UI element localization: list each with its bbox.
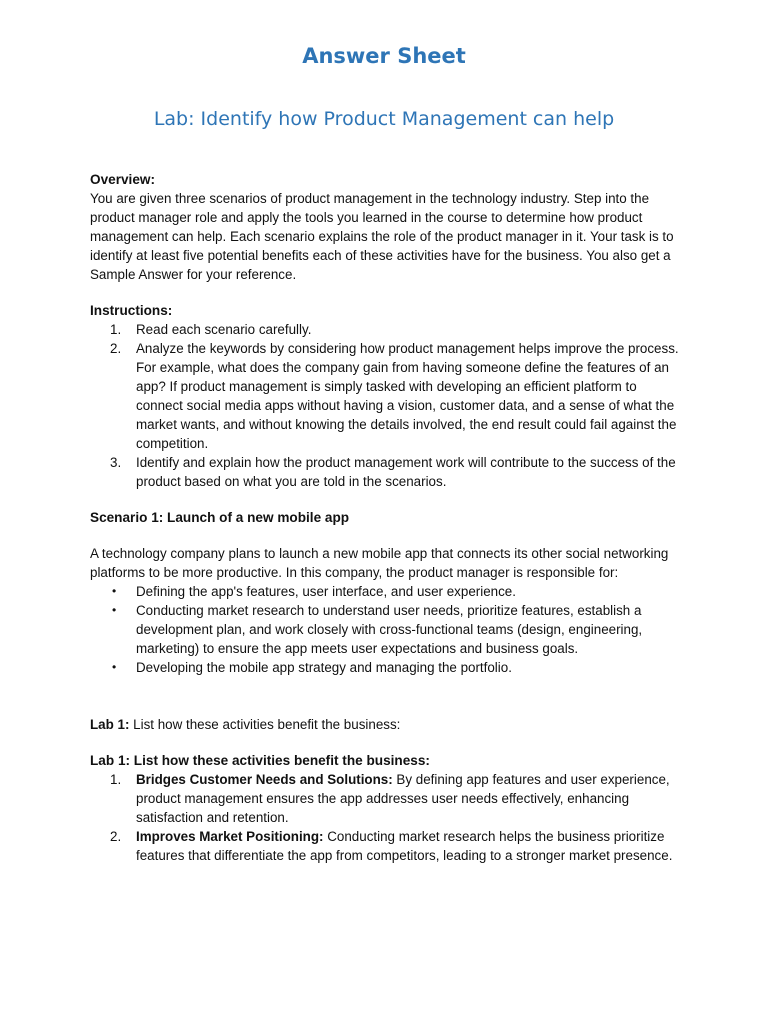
overview-text: You are given three scenarios of product management in the technology industry. Step into the product manager role and apply the tools you learned in the course to determine how product management can help. Each scenario explains the role of the product manager in it. Your task is to identify at least five potential benefits each of these activities have for the business. You also get a Sample Answer for your reference. [90,191,674,282]
lab-subtitle: Lab: Identify how Product Management can help [153,108,615,130]
list-item [90,601,682,658]
answer-item [90,827,682,865]
list-item [90,658,682,677]
lab-1-label: Lab 1: [90,717,130,732]
list-item [90,582,682,601]
lab-1-answer-list [90,770,682,865]
bullet-text: Defining the app's features, user interface, and user experience. [136,584,516,599]
list-number: 3. [110,455,122,470]
scenario-1-heading: Scenario 1: Launch of a new mobile app [90,510,350,525]
bullet-text: Conducting market research to understand user needs, prioritize features, establish a development plan, and work closely with cross-functional teams (design, engineering, marketing) to ensure the app meets user expectations and business goals. [136,603,643,656]
bullet-icon: • [112,603,117,617]
instruction-item [90,339,682,453]
instructions-heading: Instructions: [90,303,173,318]
scenario-1-text: A technology company plans to launch a new mobile app that connects its other social networking platforms to be more productive. In this company, the product manager is responsible for: [90,546,669,580]
list-number: 2. [110,829,122,844]
document-body [90,170,682,865]
lab-1-answer-heading: Lab 1: List how these activities benefit the business: [90,753,430,768]
lab-1-prompt-text: List how these activities benefit the business: [129,717,401,732]
instruction-text: Analyze the keywords by considering how product management helps improve the process. For example, what does the company gain from having someone define the features of an app? If product management is simply tasked with developing an efficient platform to connect social media apps without having a vision, customer data, and a sense of what the market wants, and without knowing the details involved, the end result could fail against the competition. [136,341,679,451]
instruction-item [90,320,682,339]
instruction-text: Read each scenario carefully. [136,322,312,337]
answer-label: Improves Market Positioning: [136,829,324,844]
list-number: 1. [110,322,122,337]
page-title: Answer Sheet [302,44,466,68]
answer-item [90,770,682,827]
answer-text: Conducting market research helps the business prioritize features that differentiate the app from competitors, leading to a stronger market presence. [136,829,673,863]
answer-text: By defining app features and user experience, product management ensures the app addresses user needs effectively, enhancing satisfaction and retention. [136,772,670,825]
bullet-icon: • [112,660,117,674]
instruction-item [90,453,682,491]
scenario-1-bullets [90,582,682,677]
overview-heading: Overview: [90,172,155,187]
bullet-icon: • [112,584,117,598]
instruction-text: Identify and explain how the product management work will contribute to the success of the product based on what you are told in the scenarios. [136,455,676,489]
list-number: 2. [110,341,122,356]
bullet-text: Developing the mobile app strategy and managing the portfolio. [136,660,512,675]
lab-1-prompt [90,715,682,734]
list-number: 1. [110,772,122,787]
instructions-list [90,320,682,491]
answer-label: Bridges Customer Needs and Solutions: [136,772,393,787]
